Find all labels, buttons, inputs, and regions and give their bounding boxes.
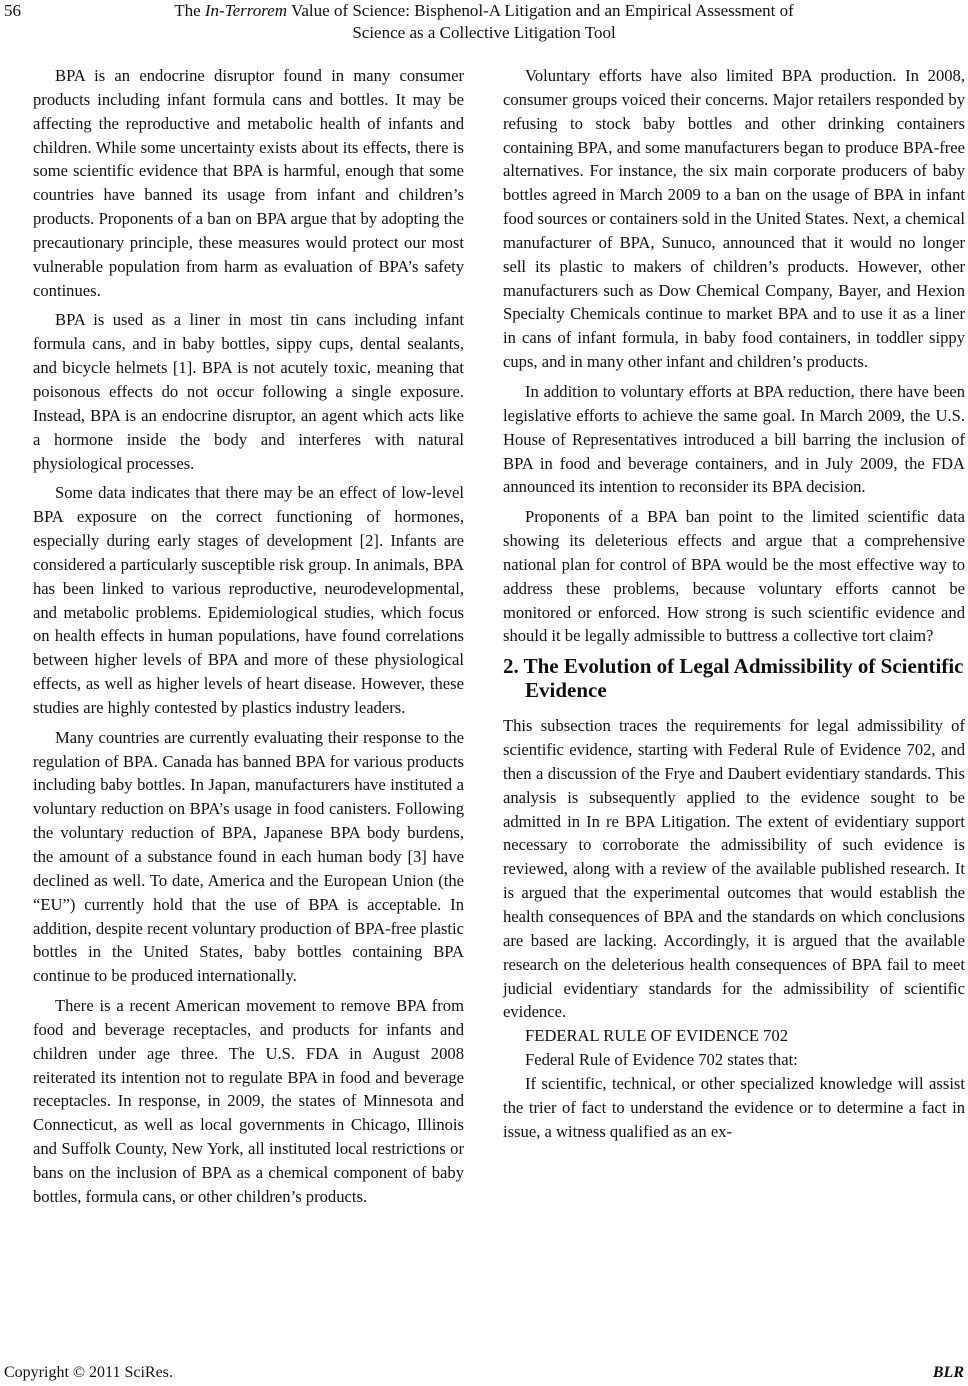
running-head-line1 xyxy=(60,0,908,22)
paragraph: BPA is an endocrine disruptor found in many consumer products including infant formula cans and bottles. It may be affecting the reproductive and metabolic health of infants and children. While some uncertainty exists about its effects, there is some scientific evidence that BPA is harmful, enough that some countries have banned its usage from infant and children’s products. Proponents of a ban on BPA argue that by adopting the precautionary principle, these measures would protect our most vulnerable population from harm as evaluation of BPA’s safety continues. xyxy=(33,66,464,300)
running-head xyxy=(60,0,908,44)
title-line1-rest: Value of Science: Bisphenol-A Litigation and an Empirical Assessment of xyxy=(287,1,794,20)
section-intro: This subsection traces the requirements for legal admissibility of scientific evidence, starting with Federal Rule of Evidence 702, and then a discussion of the Frye and Daubert evidentiary standards. This analysis is subsequently applied to the evidence sought to be admitted in In re BPA Litigation. The extent of evidentiary support necessary to corroborate the admissibility of such evidence is reviewed, along with a review of the available published research. It is argued that the experimental outcomes that would establish the health consequences of BPA and the standards on which conclusions are based are lacking. Accordingly, it is argued that the available research on the deleterious health consequences of BPA fail to meet judicial evidentiary standards for the admissibility of scientific evidence. xyxy=(503,716,965,1022)
subheading: FEDERAL RULE OF EVIDENCE 702 xyxy=(525,1026,789,1046)
rule-quote: If scientific, technical, or other specialized knowledge will assist the trier of fact to understand the evidence or to determine a fact in issue, a witness qualified as an ex- xyxy=(503,1073,965,1141)
paragraph: In addition to voluntary efforts at BPA reduction, there have been legislative efforts to achieve the same goal. In March 2009, the U.S. House of Representatives introduced a bill barring the inclusion of BPA in food and beverage containers, and in July 2009, the FDA announced its intention to reconsider its BPA decision. xyxy=(503,381,965,497)
copyright: Copyright © 2011 SciRes. xyxy=(4,1364,173,1381)
paragraph: Voluntary efforts have also limited BPA production. In 2008, consumer groups voiced their concerns. Major retailers responded by refusing to stock baby bottles and other drinking containers containing BPA, and some manufacturers began to produce BPA-free alternatives. For instance, the six main corporate producers of baby bottles agreed in March 2009 to a ban on the usage of BPA in infant food sources or containers sold in the United States. Next, a chemical manufacturer of BPA, Sunuco, announced that it would no longer sell its plastic to makers of children’s products. However, other manufacturers such as Dow Chemical Company, Bayer, and Hexion Specialty Chemicals continue to market BPA and to use it as a liner in cans of infant formula, in baby food containers, in toddler sippy cups, and in many other infant and children’s products. xyxy=(503,66,965,372)
title-prefix: The xyxy=(174,1,205,20)
paragraph: BPA is used as a liner in most tin cans including infant formula cans, and in baby bottles, sippy cups, dental sealants, and bicycle helmets [1]. BPA is not acutely toxic, meaning that poisonous effects do not occur following a single exposure. Instead, BPA is an endocrine disruptor, an agent which acts like a hormone inside the body and interferes with natural physiological processes. xyxy=(33,310,464,473)
journal-abbreviation: BLR xyxy=(932,1364,964,1381)
left-column xyxy=(33,64,464,1215)
paragraph: Many countries are currently evaluating their response to the regulation of BPA. Canada has banned BPA for various products including baby bottles. In Japan, manufacturers have instituted a voluntary reduction on BPA’s usage in food canisters. Following the voluntary reduction of BPA, Japanese BPA body burdens, the amount of a substance found in each human body [3] have declined as well. To date, America and the European Union (the “EU”) currently hold that the use of BPA is acceptable. In addition, despite recent voluntary production of BPA-free plastic bottles in the United States, baby bottles containing BPA continue to be produced internationally. xyxy=(33,727,464,986)
paragraph: Proponents of a BPA ban point to the limited scientific data showing its deleterious effects and argue that a comprehensive national plan for control of BPA would be the most effective way to address these problems, because voluntary efforts cannot be monitored or enforced. How strong is such scientific evidence and should it be legally admissible to buttress a collective tort claim? xyxy=(503,507,965,646)
section-heading: 2. The Evolution of Legal Admissibility of Scientific Evidence xyxy=(503,654,964,703)
right-column xyxy=(503,64,965,1143)
paragraph: Some data indicates that there may be an effect of low-level BPA exposure on the correct functioning of hormones, especially during early stages of development [2]. Infants are considered a particularly susceptible risk group. In animals, BPA has been linked to various reproductive, neurodevelopmental, and metabolic problems. Epidemiological studies, which focus on health effects in human populations, have found correlations between higher levels of BPA and more of these physiological effects, as well as higher levels of heart disease. However, these studies are highly contested by plastics industry leaders. xyxy=(33,483,464,717)
paragraph: There is a recent American movement to remove BPA from food and beverage receptacles, and products for infants and children under age three. The U.S. FDA in August 2008 reiterated its intention not to regulate BPA in food and beverage receptacles. In response, in 2009, the states of Minnesota and Connecticut, as well as local governments in Chicago, Illinois and Suffolk County, New York, all instituted local restrictions or bans on the inclusion of BPA as a chemical component of baby bottles, formula cans, or other children’s products. xyxy=(33,996,464,1206)
rule-intro: Federal Rule of Evidence 702 states that: xyxy=(525,1050,798,1070)
title-italic: In-Terrorem xyxy=(204,1,288,20)
running-head-line2: Science as a Collective Litigation Tool xyxy=(352,23,616,42)
page-number: 56 xyxy=(4,1,21,20)
